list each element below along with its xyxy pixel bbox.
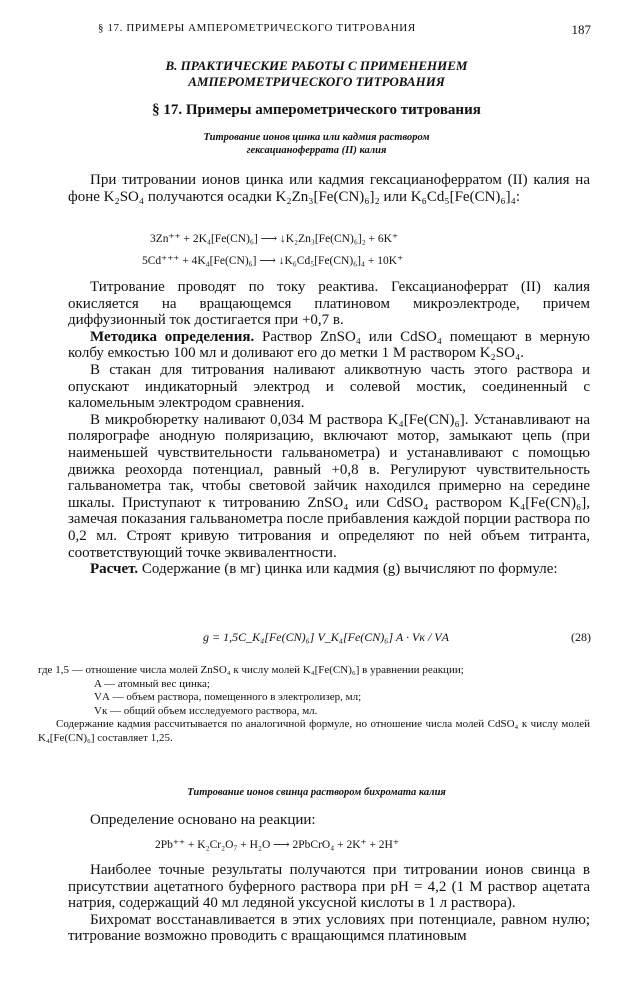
subsection-title-lead: Титрование ионов свинца раствором бихромата калия: [187, 787, 446, 798]
method-label: Методика определения.: [90, 328, 255, 345]
paragraph-intro: [68, 172, 590, 205]
method-text: Раствор ZnSO₄ или CdSO₄ помещают в мерную колбу емкостью 100 мл и доливают его до метки 1 М раствором K₂SO₄.: [68, 328, 590, 362]
equation-cadmium: 5Cd⁺⁺⁺ + 4K₄[Fe(CN)₆] ⟶ ↓K₆Cd₅[Fe(CN)₆]₄ + 10K⁺: [142, 255, 404, 267]
main-text-block: [68, 279, 590, 578]
paragraph-buffer: Наиболее точные результаты получаются при титровании ионов свинца в присутствии ацетатного буферного раствора при pH = 4,2 (1 М раствор ацетата натрия, содержащий 40 мл ледяной уксусной кислоты в 1 л раствора).: [68, 862, 590, 912]
calc-label: Расчет.: [90, 561, 139, 578]
equation-zinc: 3Zn⁺⁺ + 2K₄[Fe(CN)₆] ⟶ ↓K₂Zn₃[Fe(CN)₆]₂ + 6K⁺: [150, 233, 399, 245]
paragraph-method: [68, 329, 590, 362]
note-ratio: где 1,5 — отношение числа молей ZnSO₄ к числу молей K₄[Fe(CN)₆] в уравнении реакции;: [38, 664, 464, 676]
part-title: [0, 58, 633, 90]
running-title: § 17. ПРИМЕРЫ АМПЕРОМЕТРИЧЕСКОГО ТИТРОВАНИЯ: [98, 22, 416, 34]
equation-lead: 2Pb⁺⁺ + K₂Cr₂O₇ + H₂O ⟶ 2PbCrO₄ + 2K⁺ + 2H⁺: [155, 839, 399, 851]
running-header: [98, 22, 591, 38]
paragraph-beaker: В стакан для титрования наливают аликвотную часть этого раствора и опускают индикаторный электрод и солевой мостик, соединенный с каломельным электродом сравнения.: [68, 361, 590, 412]
paragraph-reagent: Титрование проводят по току реактива. Гексацианоферрат (II) калия окисляется на вращающемся платиновом микроэлектроде, причем диффузионный ток достигается при +0,7 в.: [68, 279, 590, 329]
note-cadmium: Содержание кадмия рассчитывается по аналогичной формуле, но отношение числа молей CdSO₄ к числу молей K₄[Fe(CN)₆] составляет 1,25.: [38, 718, 590, 744]
subsection-title-zinc-line-1: Титрование ионов цинка или кадмия раствором: [203, 132, 430, 143]
lead-text-block: [68, 862, 590, 945]
subsection-title-zinc-line-2: гексацианоферрата (II) калия: [246, 145, 387, 156]
calc-text: Содержание (в мг) цинка или кадмия (g) вычисляют по формуле:: [138, 561, 558, 578]
note-volume-k: Vк — общий объем исследуемого раствора, мл.: [94, 704, 318, 717]
formula-notes: [38, 664, 590, 746]
paragraph-procedure: В микробюретку наливают 0,034 М раствора K₄[Fe(CN)₆]. Устанавливают на полярографе анодную поляризацию, включают мотор, замыкают цепь (при наименьшей чувствительности гальванометра) и устанавливают с помощью движка реохорда потенциал, равный +0,8 в. Регулируют чувствительность гальванометра так, чтобы световой зайчик находился примерно на середине шкалы. Приступают к титрованию ZnSO₄ или CdSO₄ раствором K₄[Fe(CN)₆], замечая показания гальванометра после прибавления каждой порции раствора по 0,2 мл. Строят кривую титрования и определяют по ней объем титранта, соответствующий точке эквивалентности.: [68, 411, 590, 561]
part-title-line-2: АМПЕРОМЕТРИЧЕСКОГО ТИТРОВАНИЯ: [188, 74, 445, 89]
part-title-line-1: В. ПРАКТИЧЕСКИЕ РАБОТЫ С ПРИМЕНЕНИЕМ: [165, 58, 468, 73]
paragraph-dichromate: Бихромат восстанавливается в этих условиях при потенциале, равном нулю; титрование возможно проводить с вращающимся платиновым: [68, 911, 590, 945]
section-title: § 17. Примеры амперометрического титрования: [152, 102, 481, 118]
note-atomic-weight: A — атомный вес цинка;: [94, 677, 210, 690]
formula-number: (28): [571, 630, 591, 644]
page-number: 187: [571, 22, 591, 37]
subsection-title-zinc: [0, 131, 633, 157]
note-volume-a: VА — объем раствора, помещенного в электролизер, мл;: [94, 691, 362, 704]
formula: g = 1,5C_K₄[Fe(CN)₆] V_K₄[Fe(CN)₆] A · Vк / VА: [203, 630, 449, 644]
paragraph-calculation: [68, 561, 590, 578]
paragraph-reaction-intro: [68, 812, 590, 829]
paragraph-text: При титровании ионов цинка или кадмия гексацианоферратом (II) калия на фоне K₂SO₄ получаются осадки K₂Zn₃[Fe(CN)₆]₂ или K₆Cd₅[Fe(CN)₆]₄:: [68, 172, 590, 205]
paragraph-text: Определение основано на реакции:: [90, 812, 316, 828]
